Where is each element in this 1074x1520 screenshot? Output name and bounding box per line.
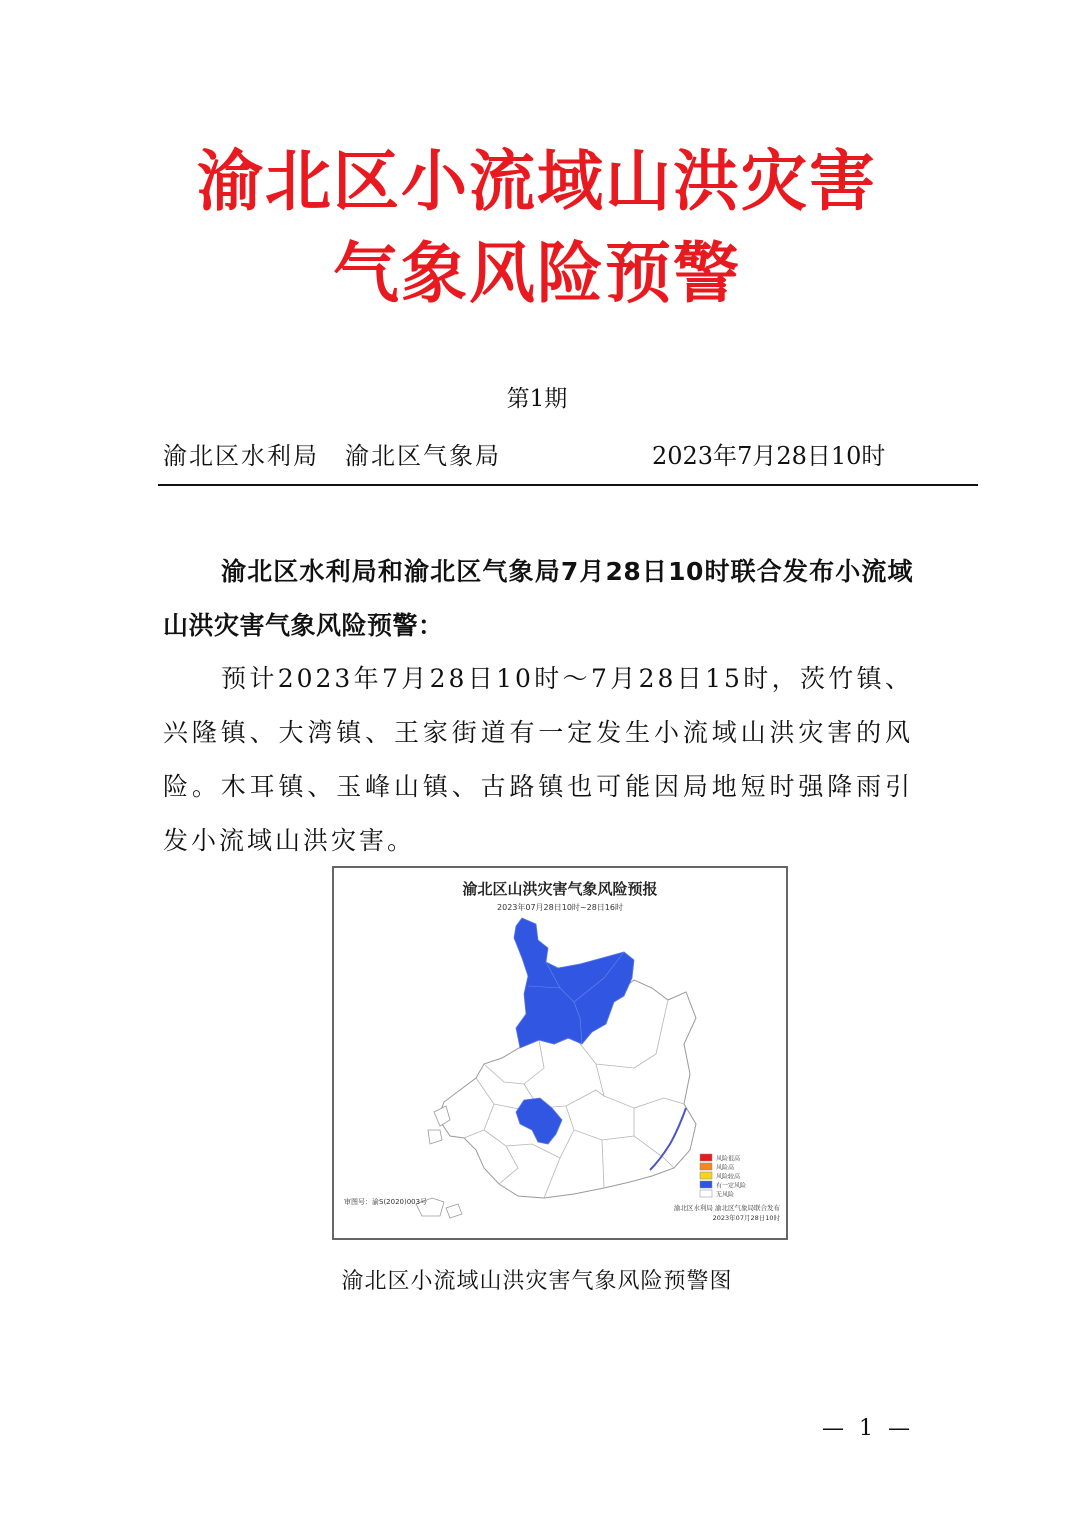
legend-label: 风险高 xyxy=(716,1164,735,1172)
issuing-organizations: 渝北区水利局 渝北区气象局 xyxy=(163,442,501,470)
risk-map-svg xyxy=(334,868,786,1238)
lead-paragraph: 渝北区水利局和渝北区气象局7月28日10时联合发布小流域山洪灾害气象风险预警： xyxy=(163,557,913,640)
map-title: 渝北区山洪灾害气象风险预报 xyxy=(462,880,658,898)
risk-map-figure xyxy=(332,866,788,1240)
map-publish-time: 2023年07月28日10时 xyxy=(712,1214,780,1222)
figure-caption: 渝北区小流域山洪灾害气象风险预警图 xyxy=(341,1269,733,1294)
issue-number: 第1期 xyxy=(506,386,568,412)
legend-swatch xyxy=(700,1154,712,1161)
map-approval-number: 审图号：渝S(2020)003号 xyxy=(344,1198,428,1206)
header-divider xyxy=(158,484,978,486)
legend-label: 无风险 xyxy=(716,1191,735,1199)
forecast-paragraph: 预计2023年7月28日10时～7月28日15时，茨竹镇、兴隆镇、大湾镇、王家街道有一定发生小流域山洪灾害的风险。木耳镇、玉峰山镇、古路镇也可能因局地短时强降雨引发小流域山洪灾害。 xyxy=(163,664,913,855)
legend-label: 有一定风险 xyxy=(716,1182,747,1190)
page-number: — 1 — xyxy=(822,1416,914,1441)
legend-swatch xyxy=(700,1190,712,1197)
document-title-line2: 气象风险预警 xyxy=(333,234,741,312)
legend-swatch xyxy=(700,1181,712,1188)
legend-swatch xyxy=(700,1172,712,1179)
legend-label: 风险很高 xyxy=(716,1155,741,1163)
legend-swatch xyxy=(700,1163,712,1170)
issue-time: 2023年7月28日10时 xyxy=(652,442,886,470)
map-legend xyxy=(700,1154,746,1199)
map-subtitle: 2023年07月28日10时~28日16时 xyxy=(497,903,623,912)
legend-label: 风险较高 xyxy=(716,1173,741,1181)
map-publisher: 渝北区水利局 渝北区气象局联合发布 xyxy=(673,1204,780,1212)
document-title-line1: 渝北区小流域山洪灾害 xyxy=(197,142,877,220)
